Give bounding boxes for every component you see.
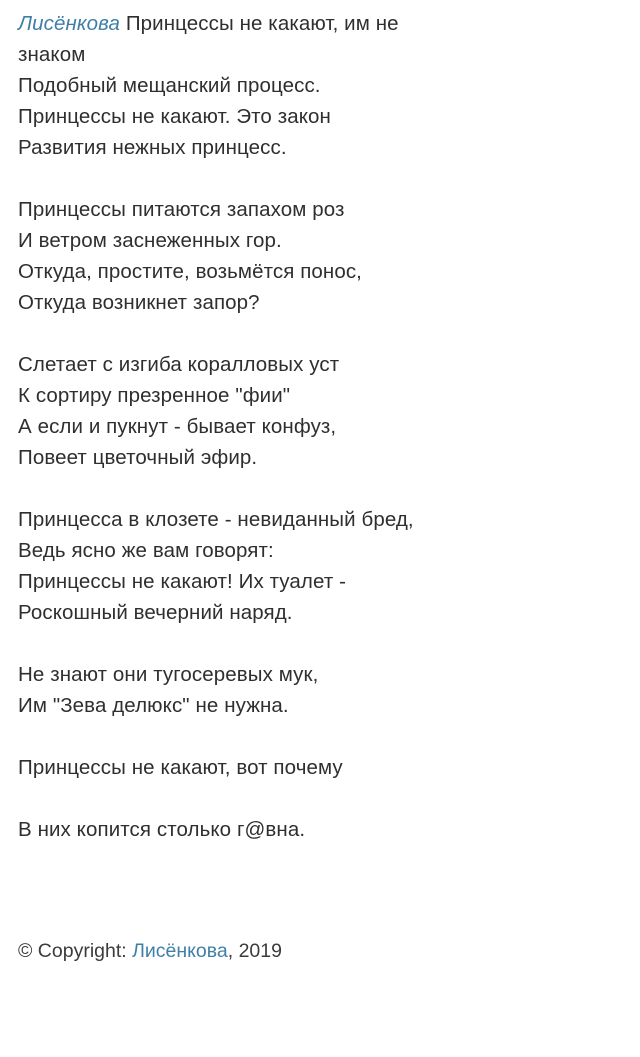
poem-line: Подобный мещанский процесс. [18, 74, 321, 97]
poem-line: Роскошный вечерний наряд. [18, 601, 293, 624]
stanza-1 [18, 8, 622, 163]
poem-line: Принцессы не какают! Их туалет - [18, 570, 347, 593]
stanza-2 [18, 194, 622, 318]
copyright-prefix: Copyright: [37, 940, 127, 962]
copyright-icon: © [18, 940, 33, 962]
poem-line: Принцесса в клозете - невиданный бред, [18, 508, 414, 531]
poem-body [18, 8, 622, 845]
stanza-6 [18, 752, 622, 783]
poem-line: Не знают они тугосеревых мук, [18, 663, 319, 686]
poem-line: Ведь ясно же вам говорят: [18, 539, 274, 562]
poem-line: знаком [18, 43, 86, 66]
poem-line: В них копится столько г@вна. [18, 818, 306, 841]
poem-line: Повеет цветочный эфир. [18, 446, 258, 469]
author-name: Лисёнкова [18, 12, 121, 35]
poem-line: Развития нежных принцесс. [18, 136, 287, 159]
poem-line [18, 12, 399, 35]
poem-line: Откуда, простите, возьмётся понос, [18, 260, 362, 283]
copyright-year: 2019 [238, 940, 282, 962]
poem-line: А если и пукнут - бывает конфуз, [18, 415, 337, 438]
poem-line: К сортиру презренное "фии" [18, 384, 291, 407]
poem-line: Принцессы не какают. Это закон [18, 105, 331, 128]
poem-line: Им "Зева делюкс" не нужна. [18, 694, 289, 717]
copyright-author: Лисёнкова [132, 940, 228, 962]
poem-line: Принцессы питаются запахом роз [18, 198, 345, 221]
poem-line: Слетает с изгиба коралловых уст [18, 353, 340, 376]
copyright-comma: , [227, 940, 234, 962]
stanza-3 [18, 349, 622, 473]
poem-line: Откуда возникнет запор? [18, 291, 260, 314]
stanza-4 [18, 504, 622, 628]
stanza-7 [18, 814, 622, 845]
copyright-line [18, 937, 622, 965]
poem-line-text: Принцессы не какают, им не [120, 12, 399, 35]
poem-line: И ветром заснеженных гор. [18, 229, 282, 252]
stanza-5 [18, 659, 622, 721]
poem-line: Принцессы не какают, вот почему [18, 756, 343, 779]
